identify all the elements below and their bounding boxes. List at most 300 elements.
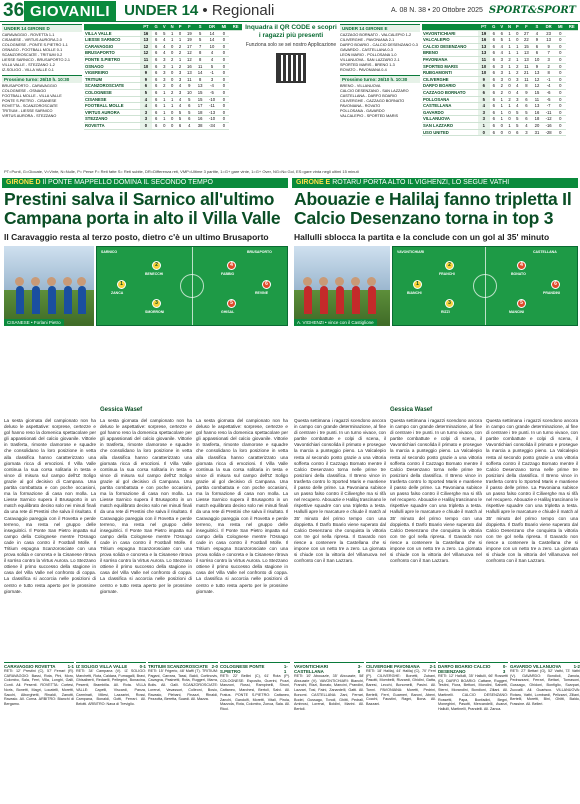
next-round-title: Prossimo turno: 26/10 h. 10:30 <box>2 75 82 83</box>
qr-subtitle: Funziona solo se sei nostro Applicazione <box>245 42 337 48</box>
table-cell: -1 <box>206 70 219 77</box>
table-cell: 0 <box>555 30 566 37</box>
table-cell: 6 <box>490 63 498 70</box>
table-cell: 5 <box>184 96 195 103</box>
table-cell: 1 <box>168 96 176 103</box>
table-cell: 0 <box>514 37 522 44</box>
table-cell: SAN LAZZARO <box>422 122 478 129</box>
table-row <box>84 89 242 96</box>
player-name: RIZZI <box>441 310 450 314</box>
match-teams: IZ SOLIGO VILLA VALLE <box>76 664 128 669</box>
result-line: VILLANUOVA - SAN LAZZARO 2-1 <box>340 58 400 62</box>
table-row <box>84 96 242 103</box>
table-header-cell: MI <box>555 24 566 30</box>
table-row <box>84 43 242 50</box>
table-cell: 3 <box>160 70 168 77</box>
table-cell: -34 <box>206 122 219 129</box>
table-cell: 5 <box>478 96 490 103</box>
table-cell: 17 <box>184 43 195 50</box>
results-list <box>340 33 420 73</box>
table-header-cell: F <box>184 24 195 30</box>
table-cell: 8 <box>521 83 532 90</box>
match-teams: COLOGNESE PONTE S.PIETRO <box>220 664 265 674</box>
table-cell: 10 <box>206 43 219 50</box>
table-cell: 0 <box>219 63 230 70</box>
team-photo-left <box>4 246 94 326</box>
table-cell: 3 <box>206 76 219 83</box>
table-cell: 15 <box>195 89 206 96</box>
table-cell: -6 <box>542 89 555 96</box>
table-cell: 0 <box>555 103 566 110</box>
match-report-text: RETI: 10' Abouazie, 35' Abouazie, 58' Abouazie (V). VAVONTICHIARI: Bianchi, Franchi, Rizzi, Bonato, Mancini, Prandini, Lazzari, Tosi, Faini, Zanardelli, Gatti. All. Bonomi. CASTELLANA: Zani, Ferrari, Bodei, Gussago, Tonoli, Ghitti, Pedrali, Ambrosi, Lorenzi, Boldini, Marini. All. Bertoli. <box>294 674 364 711</box>
pitch-left <box>96 246 288 326</box>
table-cell: 7 <box>542 50 555 57</box>
table-header-cell: F <box>521 24 532 30</box>
match-report <box>438 662 508 800</box>
table-row <box>422 70 578 77</box>
table-cell: -5 <box>542 96 555 103</box>
table-row <box>422 122 578 129</box>
table-cell: 9 <box>532 63 543 70</box>
player-name: FRANCHI <box>439 272 455 276</box>
table-header-cell: G <box>152 24 161 30</box>
table-cell: 6 <box>490 96 498 103</box>
table-legend: PT=Punti, G=Giocate, V=Vinte, N=Nulle, P= Perse F= Reti fatte S= Reti subite, DR=Differenza reti, VMP=Ultime 3 partite, 1=G+ gare vinte, 1=G+ Over, NG=No Gol, ES=gare vinta negli ultimi 15 minuti <box>4 169 359 174</box>
table-cell: 13 <box>478 50 490 57</box>
table-cell: 6 <box>490 116 498 123</box>
match-teams: GAVARDO VILLANUOVA <box>510 664 562 669</box>
table-row <box>422 89 578 96</box>
player-marker: 1 <box>413 280 422 289</box>
table-cell: 0 <box>555 50 566 57</box>
table-cell: 0 <box>506 89 514 96</box>
table-cell: 4 <box>140 96 152 103</box>
table-cell: VILLANUOVA <box>422 116 478 123</box>
table-row <box>422 96 578 103</box>
table-cell: 1 <box>506 37 514 44</box>
table-row <box>84 70 242 77</box>
table-cell: GAVARDO <box>422 109 478 116</box>
table-cell: 1 <box>506 103 514 110</box>
right-article-col-3: Questa settimana i ragazzi scendono ancora in campo con grande determinazione, al fine di centrare i tre punti. In un turno vivace, con partite combattute e colpi di scena, il Vavontichiari consolida il primato e prosegue la marcia a punteggio pieno. La Valcalepio resta al secondo posto grazie a una vittoria sofferta contro il Cazzago Bornato mentre il Calcio Desenzano torna nelle prime tre posizioni della classifica. Il Breno vince in trasferta contro lo Sported Maris e mantiene il passo delle prime. La Pavoniana subisce un passo falso contro il Ciliverghe ma si rifà nel recupero. Abouazie e Halilaj trascinano le rispettive squadre con una tripletta a testa. Hallulli apre le marcature e chiude il match al 35' minuto del primo tempo con una doppietta. Il Darfo Boario viene superato dal Calcio Desenzano che conquista la vittoria con tre gol nella ripresa. Il Gavardo non riesce a contenere la Castellana che si impone con un netto tre a zero. La giornata si chiude con la vittoria del Villanuova nel confronto con il San Lazzaro. <box>486 418 578 564</box>
table-cell: 4 <box>160 50 168 57</box>
left-headline: Prestini salva il Sarnico all'ultimo Campana porta in alto il Villa Valle <box>4 189 281 228</box>
player-marker: 2 <box>152 261 161 270</box>
table-cell: 4 <box>206 56 219 63</box>
table-header-cell: P <box>176 24 184 30</box>
match-teams: CARAVAGGIO ROVETTA <box>4 664 56 669</box>
page-header <box>0 0 580 22</box>
result-line: FOOTBALL MOLLE - VILLA VALLE <box>2 94 62 98</box>
right-article-col-1: Questa settimana i ragazzi scendono ancora in campo con grande determinazione, al fine di centrare i tre punti. In un turno vivace, con partite combattute e colpi di scena, il Vavontichiari consolida il primato e prosegue la marcia a punteggio pieno. La Valcalepio resta al secondo posto grazie a una vittoria sofferta contro il Cazzago Bornato mentre il Calcio Desenzano torna nelle prime tre posizioni della classifica. Il Breno vince in trasferta contro lo Sported Maris e mantiene il passo delle prime. La Pavoniana subisce un passo falso contro il Ciliverghe ma si rifà nel recupero. Abouazie e Halilaj trascinano le rispettive squadre con una tripletta a testa. Hallulli apre le marcature e chiude il match al 35' minuto del primo tempo con una doppietta. Il Darfo Boario viene superato dal Calcio Desenzano che conquista la vittoria con tre gol nella ripresa. Il Gavardo non riesce a contenere la Castellana che si impone con un netto tre a zero. La giornata si chiude con la vittoria del Villanuova nel confronto con il San Lazzaro. <box>294 418 386 564</box>
result-line: CALCIO DESENZANO - SAN LAZZARO <box>340 89 409 93</box>
table-cell: DARFO BOARIO <box>422 83 478 90</box>
table-cell: 0 <box>219 83 230 90</box>
player-marker: 1 <box>117 280 126 289</box>
table-cell: 2 <box>498 83 506 90</box>
match-score: 0-3 <box>502 664 507 674</box>
result-line: PAVONIANA - ROVATO <box>340 104 381 108</box>
table-cell: 6 <box>140 83 152 90</box>
table-cell: 0 <box>555 122 566 129</box>
table-cell: 6 <box>532 50 543 57</box>
table-cell: 9 <box>532 37 543 44</box>
table-cell: 12 <box>184 56 195 63</box>
match-report <box>366 662 436 800</box>
table-cell: COLOGNESE <box>84 89 140 96</box>
table-header-cell: DR <box>206 24 219 30</box>
table-row <box>422 37 578 44</box>
table-cell: 8 <box>542 70 555 77</box>
table-row <box>84 30 242 37</box>
table-cell: 4 <box>160 37 168 44</box>
table-cell: 0 <box>555 96 566 103</box>
table-cell: 6 <box>490 50 498 57</box>
table-cell: 3 <box>478 109 490 116</box>
table-cell: 0 <box>506 116 514 123</box>
table-cell: 0 <box>498 129 506 136</box>
result-line: BRENO - VILLANUOVA <box>340 84 381 88</box>
table-cell: CISANESE <box>84 96 140 103</box>
table-row <box>422 63 578 70</box>
table-cell: 1 <box>498 109 506 116</box>
table-cell: 0 <box>176 30 184 37</box>
result-line: GAVARDO - CASTELLANA 0-3 <box>340 48 393 52</box>
table-cell: 3 <box>176 89 184 96</box>
table-cell: 6 <box>152 96 161 103</box>
match-report-text: RETI: 12' Prestini (C), 57' Ferrari (R). CARAVAGGIO: Bassi, Rota, Pini, Moro, Colombo, Sala, Ferri, Villa, Longhi, Galli, Conti. All. Pesenti. ROVETTA: Cortesi, Noris, Bonetti, Magri, Locatelli, Moretti, Sacchi, Alborghetti, Rinaldi, Zanotti, Ravasio. All. Corna. ARBITRO: Bianchi di Bergamo. <box>4 669 74 706</box>
match-report <box>76 662 146 800</box>
table-cell: 5 <box>521 109 532 116</box>
table-cell: 1 <box>168 103 176 110</box>
left-subhead: Il Caravaggio resta al terzo posto, dietro c'è un ultimo Brusaporto <box>4 232 269 242</box>
table-cell: 4 <box>160 43 168 50</box>
table-row <box>84 63 242 70</box>
table-cell: 13 <box>521 50 532 57</box>
table-cell: 0 <box>168 43 176 50</box>
table-cell: 11 <box>521 63 532 70</box>
table-cell: 7 <box>195 43 206 50</box>
table-cell: 6 <box>490 76 498 83</box>
table-header-cell: S <box>195 24 206 30</box>
table-cell: 27 <box>521 30 532 37</box>
table-cell: 0 <box>219 50 230 57</box>
table-cell: VALCALEPIO <box>422 37 478 44</box>
result-line: ROVATO - PAVONIANA 0-4 <box>340 68 387 72</box>
table-cell: 1 <box>168 30 176 37</box>
left-signature: Gessica Wasef <box>100 407 143 413</box>
match-report-text: RETI: 12' Hallulli, 35' Hallulli, 66' Rossetti (D). DARFO BOARIO: Cattane, Ruggeri, Testini, Fiora, Bettoni, Mondini, Salvetti, Sterni, Morandini, Bondioni, Ziliani. All. Martinelli. CALCIO DESENZANO: Rossetti, Papa, Bonfadini, Begni, Moneghini, Pasotti, Mercandelli, Avanzi, Hallulli, Martinelli, Prandelli. All. Zanca. <box>438 674 508 711</box>
table-cell: 0 <box>478 129 490 136</box>
table-cell: 18 <box>532 116 543 123</box>
match-score: 1-1 <box>283 664 288 674</box>
table-row <box>84 50 242 57</box>
player-marker: 5 <box>227 299 236 308</box>
table-cell: USO UNITED <box>422 129 478 136</box>
results-list <box>2 33 82 73</box>
result-line: SPORTED MARIS - BRENO 1-3 <box>340 63 395 67</box>
table-cell: 16 <box>478 37 490 44</box>
table-cell: CARAVAGGIO <box>84 43 140 50</box>
table-cell: 0 <box>555 63 566 70</box>
table-cell: SCANZOROSCIATE <box>84 83 140 90</box>
table-cell: PAVONIANA <box>422 56 478 63</box>
table-cell: 6 <box>152 83 161 90</box>
table-cell: 6 <box>490 37 498 44</box>
table-cell: 13 <box>532 70 543 77</box>
table-cell: 6 <box>152 103 161 110</box>
match-report-text: RETI: 34' Campana (V). IZ SOLIGO: Marchetti, Rota, Caldara, Fumagalli, Bravi, Ghisalberti, Redaelli, Pellegrini, Bonacina, Pesenti, Brambilla. All. Rota. VILLA VALLE: Capelli, Viscardi, Panza, Carminati, Milesi, Lazzarini, Rossi, Campana, Bonaldi, Gotti, Ferrari. All. Belotti. ARBITRO: Nava di Treviglio. <box>76 669 146 706</box>
table-cell: 10 <box>184 89 195 96</box>
left-article-col-1: La sesta giornata del campionato non ha deluso le aspettative: sorprese, certezze e gol hanno reso la domenica spettacolare per gli appassionati del calcio giovanile. Vittorie in trasferta, rimonte clamorose e squadre che consolidano la loro posizione in vetta alla classifica hanno caratterizzato una giornata ricca di emozioni. Il Villa Valle continua la sua corsa solitaria in testa e vince di misura sul campo dell'IZ Soligo grazie al gol decisivo di Campana. Una partita combattuta e con poche occasioni, ma la formazione di casa non molla. La Liesse Sarnico supera il Brusaporto in un match equilibrato deciso solo nei minuti finali da una rete di Prestini che salva il risultato. Il Caravaggio pareggia con il Rovetta e perde terreno, ma resta nel gruppo delle inseguitrici. Il Ponte San Pietro impatta sul campo della Colognese mentre l'Osnago cade in casa contro il Football Molle. Il Tritium espugna Scanzorosciate con una prova solida e concreta e la Cisanese ritrova il sorriso contro la Virtus Aurora. Lo Stezzano ottiene il primo successo della stagione in casa del Villa Valle nel confronto di coppa. La classifica si accorcia nelle posizioni di centro e tutto resta aperto per le prossime giornate. <box>4 418 96 594</box>
table-cell: 5 <box>195 30 206 37</box>
table-cell: 16 <box>140 30 152 37</box>
table-header-cell: PT <box>140 24 152 30</box>
table-cell: VIGEREIRO <box>84 70 140 77</box>
table-cell: 5 <box>176 116 184 123</box>
match-score: 1-2 <box>573 664 580 669</box>
table-header-cell: G <box>490 24 498 30</box>
table-header-cell: V <box>160 24 168 30</box>
table-cell: 1 <box>498 116 506 123</box>
player-name: BONATO <box>511 272 526 276</box>
table-cell: 1 <box>514 50 522 57</box>
table-cell: 16 <box>532 109 543 116</box>
left-article-col-2: La sesta giornata del campionato non ha deluso le aspettative: sorprese, certezze e gol hanno reso la domenica spettacolare per gli appassionati del calcio giovanile. Vittorie in trasferta, rimonte clamorose e squadre che consolidano la loro posizione in vetta alla classifica hanno caratterizzato una giornata ricca di emozioni. Il Villa Valle continua la sua corsa solitaria in testa e vince di misura sul campo dell'IZ Soligo grazie al gol decisivo di Campana. Una partita combattuta e con poche occasioni, ma la formazione di casa non molla. La Liesse Sarnico supera il Brusaporto in un match equilibrato deciso solo nei minuti finali da una rete di Prestini che salva il risultato. Il Caravaggio pareggia con il Rovetta e perde terreno, ma resta nel gruppo delle inseguitrici. Il Ponte San Pietro impatta sul campo della Colognese mentre l'Osnago cade in casa contro il Football Molle. Il Tritium espugna Scanzorosciate con una prova solida e concreta e la Cisanese ritrova il sorriso contro la Virtus Aurora. Lo Stezzano ottiene il primo successo della stagione in casa del Villa Valle nel confronto di coppa. La classifica si accorcia nelle posizioni di centro e tutto resta aperto per le prossime giornate. <box>100 418 192 594</box>
table-cell: 4 <box>206 50 219 57</box>
table-cell: 5 <box>184 109 195 116</box>
match-teams: CILIVERGHE PAVONIANA <box>366 664 420 669</box>
table-cell: 0 <box>219 37 230 44</box>
table-cell: 13 <box>184 70 195 77</box>
player-name: BIANCHI <box>407 291 422 295</box>
right-subhead: Hallulli sblocca la partita e la conclude con un gol al 35' minuto <box>294 232 550 242</box>
table-cell: 11 <box>478 56 490 63</box>
table-cell: CAZZAGO BORNATO <box>422 89 478 96</box>
result-line: COLOGNESE - OSNAGO <box>2 89 47 93</box>
match-teams: VAVONTICHIARI CASTELLANA <box>294 664 328 674</box>
table-cell: 0 <box>555 43 566 50</box>
table-cell: 4 <box>140 103 152 110</box>
table-cell: 1 <box>160 89 168 96</box>
match-report-title <box>220 662 290 674</box>
table-cell: 2 <box>176 50 184 57</box>
table-cell: 0 <box>219 30 230 37</box>
table-cell: 13 <box>195 83 206 90</box>
player-marker: 6 <box>551 280 560 289</box>
table-cell: 2 <box>160 83 168 90</box>
table-cell: 3 <box>176 76 184 83</box>
left-article-col-3: La sesta giornata del campionato non ha deluso le aspettative: sorprese, certezze e gol hanno reso la domenica spettacolare per gli appassionati del calcio giovanile. Vittorie in trasferta, rimonte clamorose e squadre che consolidano la loro posizione in vetta alla classifica hanno caratterizzato una giornata ricca di emozioni. Il Villa Valle continua la sua corsa solitaria in testa e vince di misura sul campo dell'IZ Soligo grazie al gol decisivo di Campana. Una partita combattuta e con poche occasioni, ma la formazione di casa non molla. La Liesse Sarnico supera il Brusaporto in un match equilibrato deciso solo nei minuti finali da una rete di Prestini che salva il risultato. Il Caravaggio pareggia con il Rovetta e perde terreno, ma resta nel gruppo delle inseguitrici. Il Ponte San Pietro impatta sul campo della Colognese mentre l'Osnago cade in casa contro il Football Molle. Il Tritium espugna Scanzorosciate con una prova solida e concreta e la Cisanese ritrova il sorriso contro la Virtus Aurora. Lo Stezzano ottiene il primo successo della stagione in casa del Villa Valle nel confronto di coppa. La classifica si accorcia nelle posizioni di centro e tutto resta aperto per le prossime giornate. <box>196 418 288 594</box>
girone-d-bar <box>2 178 288 188</box>
table-cell: -12 <box>542 116 555 123</box>
category-label <box>116 2 274 19</box>
table-cell: 6 <box>152 116 161 123</box>
table-cell: 6 <box>490 56 498 63</box>
table-row <box>422 83 578 90</box>
table-cell: 14 <box>206 30 219 37</box>
table-cell: 0 <box>219 96 230 103</box>
player-name: GHISAL <box>221 310 235 314</box>
table-cell: 3 <box>542 56 555 63</box>
results-title: UNDER 14 GIRONE D <box>2 24 82 32</box>
table-cell: 6 <box>490 30 498 37</box>
table-cell: 5 <box>195 37 206 44</box>
table-cell: 6 <box>152 70 161 77</box>
table-cell: BRUSAPORTO <box>84 50 140 57</box>
table-cell: 16 <box>195 116 206 123</box>
table-cell: 3 <box>478 116 490 123</box>
table-cell: -10 <box>206 116 219 123</box>
table-cell: 4 <box>498 50 506 57</box>
table-cell: 6 <box>490 129 498 136</box>
table-cell: VAVONTICHIARI <box>422 30 478 37</box>
table-cell: 0 <box>219 70 230 77</box>
table-cell: 6 <box>152 43 161 50</box>
table-cell: 9 <box>521 89 532 96</box>
table-cell: 19 <box>184 37 195 44</box>
table-cell: 8 <box>195 50 206 57</box>
table-cell: 2 <box>168 89 176 96</box>
table-cell: 13 <box>140 37 152 44</box>
table-row <box>422 50 578 57</box>
table-cell: CASTELLANA <box>422 103 478 110</box>
table-cell: -4 <box>206 83 219 90</box>
home-team: VAVONTICHIARI <box>397 250 425 254</box>
table-cell: 3 <box>521 129 532 136</box>
player-marker: 4 <box>227 261 236 270</box>
right-signature: Gessica Wasef <box>390 407 433 413</box>
match-report-title <box>510 662 580 669</box>
match-report-text: RETI: 22' Bellini (C), 61' Rota (P). COLOGNESE: Esposito, Guerini, Pozzi, Manzoni, Rossi, Rampinelli, Sironi, Cattaneo, Marchesi, Bertoli, Salvi. All. Fratus. PONTE S.PIETRO: Cattaneo, Zanchi, Gandolfi, Moretti, Vitali, Pirola, Mazzola, Rota, Colombo, Zonca, Sala. All. Ricci. <box>220 674 290 711</box>
match-score: 1-1 <box>67 664 74 669</box>
table-cell: 6 <box>478 83 490 90</box>
table-cell: 6 <box>478 89 490 96</box>
player-name: FABBIO <box>221 272 235 276</box>
table-cell: 6 <box>514 129 522 136</box>
match-report-title <box>438 662 508 674</box>
table-cell: 16 <box>184 63 195 70</box>
table-cell: 9 <box>542 43 555 50</box>
table-cell: 0 <box>555 37 566 44</box>
table-cell: 1 <box>506 43 514 50</box>
table-row <box>84 37 242 44</box>
table-cell: 0 <box>506 76 514 83</box>
player-marker: 3 <box>152 299 161 308</box>
table-cell: 6 <box>184 116 195 123</box>
table-cell: 6 <box>490 103 498 110</box>
table-cell: CALCIO DESENZANO <box>422 43 478 50</box>
brand-logo: SPORT&SPORT <box>488 5 576 16</box>
table-cell: 13 <box>542 37 555 44</box>
table-cell: 0 <box>168 83 176 90</box>
table-cell: 5 <box>176 109 184 116</box>
table-cell: 10 <box>478 70 490 77</box>
match-report <box>148 662 218 800</box>
table-cell: 11 <box>184 76 195 83</box>
table-cell: 5 <box>140 89 152 96</box>
match-report <box>220 662 290 800</box>
table-row <box>422 76 578 83</box>
table-cell: 0 <box>219 122 230 129</box>
table-cell: 0 <box>506 129 514 136</box>
table-cell: 8 <box>195 56 206 63</box>
table-cell: 4 <box>498 43 506 50</box>
table-row <box>84 76 242 83</box>
table-cell: 0 <box>219 116 230 123</box>
table-cell: 21 <box>521 70 532 77</box>
table-cell: 1 <box>160 103 168 110</box>
table-cell: 13 <box>521 56 532 63</box>
table-cell: 12 <box>532 76 543 83</box>
table-cell: SPORTED MARIS <box>422 63 478 70</box>
table-cell: 0 <box>168 70 176 77</box>
player-name: REVINE <box>255 291 269 295</box>
table-cell: 0 <box>498 122 506 129</box>
next-round-list <box>2 84 82 119</box>
table-cell: 0 <box>555 89 566 96</box>
table-row <box>84 116 242 123</box>
home-team: SARNICO <box>101 250 118 254</box>
table-cell: 3 <box>140 116 152 123</box>
table-row <box>422 43 578 50</box>
result-line: CILIVERGHE - PAVONIANA 2-1 <box>340 38 395 42</box>
table-cell: 4 <box>532 30 543 37</box>
table-cell: 15 <box>195 96 206 103</box>
player-marker: 3 <box>445 299 454 308</box>
table-header-cell: RE <box>566 24 578 30</box>
table-cell: 2 <box>176 63 184 70</box>
right-article-col-2: Questa settimana i ragazzi scendono ancora in campo con grande determinazione, al fine di centrare i tre punti. In un turno vivace, con partite combattute e colpi di scena, il Vavontichiari consolida il primato e prosegue la marcia a punteggio pieno. La Valcalepio resta al secondo posto grazie a una vittoria sofferta contro il Cazzago Bornato mentre il Calcio Desenzano torna nelle prime tre posizioni della classifica. Il Breno vince in trasferta contro lo Sported Maris e mantiene il passo delle prime. La Pavoniana subisce un passo falso contro il Ciliverghe ma si rifà nel recupero. Abouazie e Halilaj trascinano le rispettive squadre con una tripletta a testa. Hallulli apre le marcature e chiude il match al 35' minuto del primo tempo con una doppietta. Il Darfo Boario viene superato dal Calcio Desenzano che conquista la vittoria con tre gol nella ripresa. Il Gavardo non riesce a contenere la Castellana che si impone con un netto tre a zero. La giornata si chiude con la vittoria del Villanuova nel confronto con il San Lazzaro. <box>390 418 482 564</box>
table-cell: VILLA VALLE <box>84 30 140 37</box>
team-photo-right <box>294 246 390 326</box>
result-line: DARFO BOARIO - CALCIO DESENZANO 0-3 <box>340 43 418 47</box>
table-cell: 17 <box>195 103 206 110</box>
table-cell: 2 <box>498 89 506 96</box>
table-cell: 6 <box>490 83 498 90</box>
table-cell: 5 <box>498 37 506 44</box>
away-team: CASTELLANA <box>533 250 557 254</box>
table-header-cell: V <box>498 24 506 30</box>
table-cell: 0 <box>219 76 230 83</box>
girone-e-bar <box>292 178 578 188</box>
table-cell: 3 <box>498 63 506 70</box>
result-line: ROVETTA - SCANZOROSCIATE <box>2 104 58 108</box>
player-name: PRANDINI <box>543 291 560 295</box>
table-header-cell: P <box>514 24 522 30</box>
match-report <box>294 662 364 800</box>
player-marker: 2 <box>445 261 454 270</box>
standings-table-e <box>422 24 578 136</box>
table-header-cell: N <box>168 24 176 30</box>
table-cell: 0 <box>219 103 230 110</box>
match-teams: DARFO BOARIO CALCIO DESENZANO <box>438 664 491 674</box>
right-headline: Abouazie e Halilaj fanno tripletta Il Calcio Desenzano torna in top 3 <box>294 189 572 228</box>
match-score: 2-0 <box>211 664 218 669</box>
table-cell: 6 <box>498 30 506 37</box>
qr-code-icon[interactable] <box>276 53 306 83</box>
table-cell: 3 <box>176 70 184 77</box>
table-cell: -11 <box>542 109 555 116</box>
table-cell: 6 <box>532 43 543 50</box>
result-line: LEON MARIO - POLLOSANA 1-0 <box>340 53 397 57</box>
next-round-list <box>340 84 420 119</box>
table-cell: 23 <box>542 30 555 37</box>
match-score: 3-0 <box>357 664 362 674</box>
player-name: SMORRONI <box>145 310 165 314</box>
table-cell: 11 <box>195 63 206 70</box>
table-cell: 6 <box>490 70 498 77</box>
